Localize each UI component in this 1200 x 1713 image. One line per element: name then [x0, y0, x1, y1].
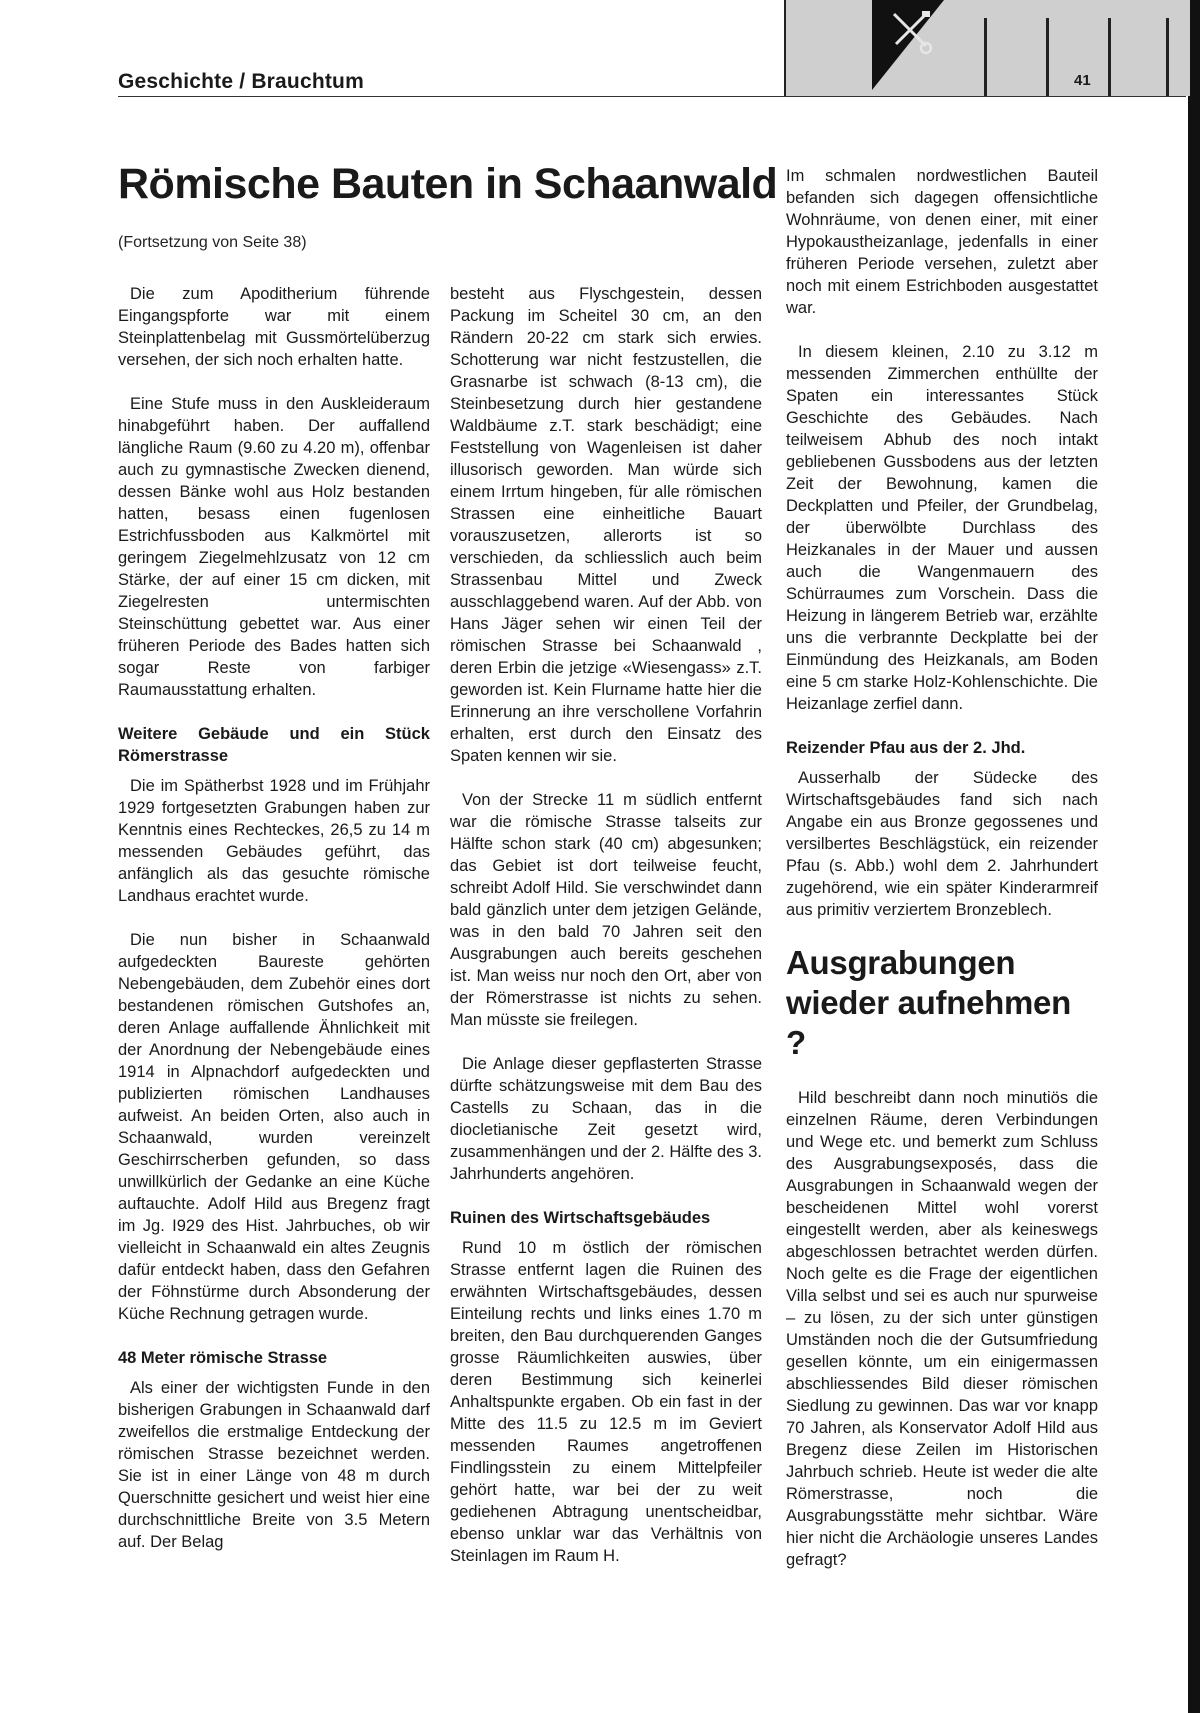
subheading: Weitere Gebäude und ein Stück Römerstrasse — [118, 725, 430, 765]
paragraph: Eine Stufe muss in den Auskleideraum hinabgeführt haben. Der auffallend längliche Raum (9.60 zu 4.20 m), offenbar auch zu gymnastische Zwecken dienend, dessen Bänke wohl aus Holz bestanden hatten, besass einen fugenlosen Estrichfussboden aus Kalkmörtel mit geringem Ziegelmehlzusatz von 12 cm Stärke, der auf einer 15 cm dicken, mit Ziegelresten untermischten Steinschüttung gebettet war. Aus einer früheren Periode des Bades hatten sich sogar Reste von farbiger Raumausstattung erhalten. — [118, 395, 430, 699]
emblem-line — [1046, 18, 1049, 96]
subheading: Reizender Pfau aus der 2. Jhd. — [786, 739, 1026, 757]
section-heading: Ausgrabungen wieder aufnehmen ? — [786, 944, 1071, 1061]
text-column-3 — [786, 165, 1098, 1593]
subheading: 48 Meter römische Strasse — [118, 1349, 328, 1367]
paragraph: Von der Strecke 11 m südlich entfernt war die römische Strasse talseits zur Hälfte schon stark (40 cm) abgesunken; das Gebiet ist dort teilweise feucht, schreibt Adolf Hild. Sie verschwindet dann bald gänzlich unter dem jetzigen Gelände, was in den bald 70 Jahren seit den Ausgrabungen auch bereits geschehen ist. Man weiss nur noch den Ort, aber von der Römerstrasse ist nichts zu sehen. Man müsste sie freilegen. — [450, 791, 762, 1029]
paragraph: Die zum Apoditherium führende Eingangspforte war mit einem Steinplattenbelag mit Gussmörtelüberzug versehen, der sich noch erhalten hatte. — [118, 285, 430, 369]
paragraph: Rund 10 m östlich der römischen Strasse entfernt lagen die Ruinen des erwähnten Wirtschaftsgebäudes, dessen Einteilung rechts und links eines 1.70 m breiten, den Bau durchquerenden Ganges grosse Räumlichkeiten auswies, über deren Bestimmung sich keinerlei Anhaltspunkte ergaben. Ob ein fast in der Mitte des 11.5 zu 12.5 m im Geviert messenden Raumes angetroffenen Findlingsstein zu einem Mittelpfeiler gehört hatte, war bei der zu weit gediehenen Abtragung unentscheidbar, ebenso unklar war das Verhältnis von Steinlagen im Raum H. — [450, 1239, 762, 1565]
emblem-line — [1108, 18, 1111, 96]
crossed-tools-icon — [886, 8, 936, 58]
paragraph: Die Anlage dieser gepflasterten Strasse dürfte schätzungsweise mit dem Bau des Castells zu Schaan, das in die diocletianische Zeit gesetzt wird, zusammenhängen und der 2. Hälfte des 3. Jahrhunderts angehören. — [450, 1055, 762, 1183]
text-column-2 — [450, 283, 762, 1589]
paragraph: Ausserhalb der Südecke des Wirtschaftsgebäudes fand sich nach Angabe ein aus Bronze gegossenes und versilbertes Beschlägstück, ein reizender Pfau (s. Abb.) wohl dem 2. Jahrhundert zugehörend, wie ein später Kinderarmreif aus primitiv verziertem Bronzeblech. — [786, 769, 1098, 919]
header-rule — [118, 96, 1186, 97]
paragraph: Die im Spätherbst 1928 und im Frühjahr 1929 fortgesetzten Grabungen haben zur Kenntnis eines Rechteckes, 26,5 zu 14 m messenden Gebäudes geführt, das anfänglich als das gesuchte römische Landhaus erachtet wurde. — [118, 777, 430, 905]
article-title: Römische Bauten in Schaanwald — [118, 160, 778, 208]
page-number: 41 — [1074, 72, 1091, 89]
header-emblem — [784, 0, 1190, 96]
paragraph: besteht aus Flyschgestein, dessen Packung im Scheitel 30 cm, an den Rändern 20-22 cm stark sich erwies. Schotterung war nicht festzustellen, die Grasnarbe ist schwach (8-13 cm), die Steinbesetzung durch hier gestandene Waldbäume z.T. stark beschädigt; eine Feststellung von Wagenleisen ist daher illusorisch geworden. Man würde sich einem Irrtum hingeben, für alle römischen Strassen eine einheitliche Bauart vorauszusetzen, allerorts ist so verschieden, da schliesslich auch beim Strassenbau Mittel und Zweck ausschlaggebend waren. Auf der Abb. von Hans Jäger sehen wir einen Teil der römischen Strasse bei Schaanwald , deren Erbin die jetzige «Wiesengass» z.T. geworden ist. Kein Flurname hatte hier die Erinnerung an ihre verschollene Vorfahrin erhalten, erst durch den Einsatz des Spaten kennen wir sie. — [450, 285, 762, 765]
text-column-1 — [118, 283, 430, 1575]
paragraph: Die nun bisher in Schaanwald aufgedeckten Baureste gehörten Nebengebäuden, dem Zubehör eines dort bestandenen römischen Gutshofes an, deren Anlage auffallende Ähnlichkeit mit der Anordnung der Nebengebäude eines 1914 in Alpnachdorf aufgedeckten und publizierten römischen Landhauses aufweist. An beiden Orten, also auch in Schaanwald, wurden vereinzelt Geschirrscherben gefunden, so dass unwillkürlich der Gedanke an eine Küche auftauchte. Adolf Hild aus Bregenz fragt im Jg. I929 des Hist. Jahrbuches, ob wir vielleicht in Schaanwald ein altes Zeugnis dafür entdeckt haben, dass den Gefahren der Föhnstürme durch Absonderung der Küche Rechnung getragen wurde. — [118, 931, 430, 1323]
page-edge-strip — [1188, 0, 1200, 1713]
emblem-line — [984, 18, 987, 96]
emblem-line — [1166, 18, 1169, 96]
subheading: Ruinen des Wirtschaftsgebäudes — [450, 1209, 711, 1227]
section-header: Geschichte / Brauchtum — [118, 70, 364, 93]
paragraph: Im schmalen nordwestlichen Bauteil befanden sich dagegen offensichtliche Wohnräume, von denen einer, mit einer Hypokaustheizanlage, jedenfalls in einer früheren Periode versehen, zuletzt aber noch mit einem Estrichboden ausgestattet war. — [786, 167, 1098, 317]
paragraph: Hild beschreibt dann noch minutiös die einzelnen Räume, deren Verbindungen und Wege etc. und bemerkt zum Schluss des Ausgrabungsexposés, dass die Ausgrabungen in Schaanwald wegen der bescheidenen Mittel wohl vorerst eingestellt werden, aber als keineswegs abgeschlossen betrachtet werden dürfen. Noch gelte es die Frage der eigentlichen Villa selbst und sei es auch nur spurweise – zu lösen, zu der sich unter günstigen Umständen noch die der Gutsumfriedung gesellen könnte, um ein einigermassen abschliessendes Bild dieser römischen Siedlung zu gewinnen. Das war vor knapp 70 Jahren, als Konservator Adolf Hild aus Bregenz diese Zeilen im Historischen Jahrbuch schrieb. Heute ist weder die alte Römerstrasse, noch die Ausgrabungsstätte mehr sichtbar. Wäre hier nicht die Archäologie unseres Landes gefragt? — [786, 1089, 1098, 1569]
paragraph: Als einer der wichtigsten Funde in den bisherigen Grabungen in Schaanwald darf zweifellos die erstmalige Entdeckung der römischen Strasse bezeichnet werden. Sie ist in einer Länge von 48 m durch Querschnitte gesichert und weist hier eine durchschnittliche Breite von 3.5 Metern auf. Der Belag — [118, 1379, 430, 1551]
continuation-note: (Fortsetzung von Seite 38) — [118, 234, 307, 251]
paragraph: In diesem kleinen, 2.10 zu 3.12 m messenden Zimmerchen enthüllte der Spaten ein interessantes Stück Geschichte des Gebäudes. Nach teilweisem Abhub des noch intakt gebliebenen Gussbodens aus der letzten Zeit der Bewohnung, kamen die Deckplatten und Pfeiler, der Grundbelag, der überwölbte Durchlass des Heizkanales in der Mauer und aussen auch die Wangenmauern des Schürraumes zum Vorschein. Dass die Heizung in längerem Betrieb war, erzählte uns die verbrannte Deckplatte bei der Einmündung des Heizkanals, am Boden eine 5 cm starke Holz-Kohlenschichte. Die Heizanlage zerfiel dann. — [786, 343, 1098, 713]
